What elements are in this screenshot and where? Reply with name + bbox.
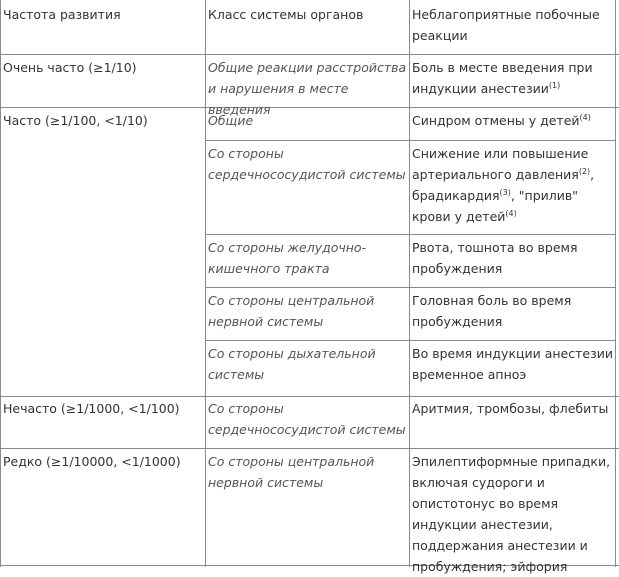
frequency-very-often: Очень часто (≥1/10) [3,60,137,75]
adverse-reaction: Эпилептиформные припадки, включая судороги и опистотонус во время индукции анестезии, поддержания анестезии и пробуждения; эйфория [412,454,611,574]
subrow-divider [205,287,616,288]
adverse-reaction: Головная боль во время пробуждения [412,293,572,329]
organ-class: Со стороны центральной нервной системы [208,454,375,490]
subrow-divider [205,234,616,235]
row-divider [0,54,619,55]
subrow-divider [205,140,616,141]
table-border-left [0,0,1,567]
organ-class: Общие реакции расстройства и нарушения в месте введения [208,60,407,117]
column-divider-1 [205,0,206,567]
frequency-often: Часто (≥1/100, <1/10) [3,113,148,128]
header-organ-class: Класс системы органов [208,7,364,22]
adverse-reaction: Снижение или повышение артериального давления$^{(2)}$, брадикардия$^{(3)}$, "прилив" крови у детей$^{(4)}$ [412,146,595,224]
column-divider-2 [409,0,410,567]
row-divider [0,448,619,449]
organ-class: Со стороны желудочно-кишечного тракта [208,240,367,276]
adverse-reaction: Во время индукции анестезии временное апноэ [412,346,613,382]
header-frequency: Частота развития [3,7,121,22]
header-adverse-reactions: Неблагоприятные побочные реакции [412,7,600,43]
organ-class: Со стороны дыхательной системы [208,346,376,382]
adverse-reaction: Синдром отмены у детей$^{(4)}$ [412,113,591,128]
organ-class: Со стороны сердечнососудистой системы [208,146,406,182]
adverse-reaction: Рвота, тошнота во время пробуждения [412,240,578,276]
organ-class: Со стороны сердечнососудистой системы [208,401,406,437]
organ-class: Со стороны центральной нервной системы [208,293,375,329]
subrow-divider [205,340,616,341]
frequency-uncommon: Нечасто (≥1/1000, <1/100) [3,401,180,416]
row-divider [0,396,619,397]
adverse-reaction: Аритмия, тромбозы, флебиты [412,401,609,416]
adverse-reaction: Боль в месте введения при индукции анестезии$^{(1)}$ [412,60,593,96]
organ-class: Общие [208,113,254,128]
frequency-rare: Редко (≥1/10000, <1/1000) [3,454,181,469]
